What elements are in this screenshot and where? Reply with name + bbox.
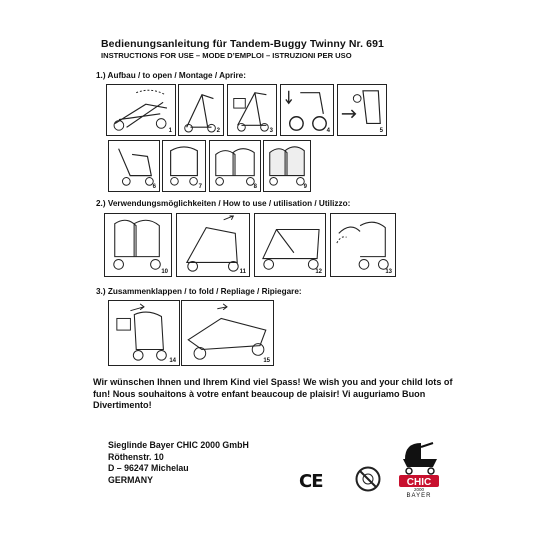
fold-release-illustration bbox=[109, 301, 179, 365]
twin-seat-illustration bbox=[105, 214, 171, 276]
step-number: 10 bbox=[161, 269, 168, 275]
folded-flat-illustration bbox=[182, 301, 273, 365]
step-panel-10 bbox=[104, 213, 172, 277]
section-heading-open: 1.) Aufbau / to open / Montage / Aprire: bbox=[96, 71, 246, 80]
not-suitable-under-3-icon bbox=[355, 466, 381, 492]
step-panel-5 bbox=[337, 84, 387, 136]
step-panel-14 bbox=[108, 300, 180, 366]
step-panel-12 bbox=[254, 213, 326, 277]
country: GERMANY bbox=[108, 474, 153, 485]
step-number: 9 bbox=[303, 184, 307, 190]
step-panel-3 bbox=[227, 84, 277, 136]
step-number: 11 bbox=[239, 269, 246, 275]
step-panel-9 bbox=[263, 140, 311, 192]
step-number: 14 bbox=[169, 358, 176, 364]
step-number: 5 bbox=[379, 128, 383, 134]
page-subtitle: INSTRUCTIONS FOR USE – MODE D’EMPLOI – ISTRUZIONI PER USO bbox=[101, 51, 352, 60]
step-number: 8 bbox=[253, 184, 257, 190]
step-number: 15 bbox=[263, 358, 270, 364]
footrest-illustration bbox=[331, 214, 395, 276]
step-panel-13 bbox=[330, 213, 396, 277]
step-panel-7 bbox=[162, 140, 206, 192]
step-number: 2 bbox=[216, 128, 220, 134]
section-heading-use: 2.) Verwendungsmöglichkeiten / How to use / utilisation / Utilizzo: bbox=[96, 199, 351, 208]
street: Röthenstr. 10 bbox=[108, 451, 164, 462]
step-number: 13 bbox=[385, 269, 392, 275]
ce-mark: CE bbox=[299, 471, 323, 492]
step-number: 12 bbox=[315, 269, 322, 275]
buggy-seat-illustration bbox=[109, 141, 159, 191]
step-number: 7 bbox=[198, 184, 202, 190]
svg-text:BAYER: BAYER bbox=[406, 493, 432, 499]
step-number: 4 bbox=[326, 128, 330, 134]
svg-text:CHIC: CHIC bbox=[406, 477, 432, 488]
folded-buggy-illustration bbox=[107, 85, 175, 135]
step-panel-4 bbox=[280, 84, 334, 136]
step-number: 6 bbox=[152, 184, 156, 190]
step-number: 3 bbox=[269, 128, 273, 134]
svg-text:2000: 2000 bbox=[413, 487, 425, 492]
step-panel-11 bbox=[176, 213, 250, 277]
section-heading-fold: 3.) Zusammenklappen / to fold / Repliage / Ripiegare: bbox=[96, 287, 302, 296]
step-panel-1 bbox=[106, 84, 176, 136]
company-name: Sieglinde Bayer CHIC 2000 GmbH bbox=[108, 440, 249, 450]
twin-canopy-illustration bbox=[210, 141, 260, 191]
city: D – 96247 Michelau bbox=[108, 463, 189, 474]
step-panel-2 bbox=[178, 84, 224, 136]
step-number: 1 bbox=[168, 128, 172, 134]
step-panel-15 bbox=[181, 300, 274, 366]
chic-bayer-logo bbox=[395, 437, 443, 499]
step-panel-8 bbox=[209, 140, 261, 192]
step-panel-6 bbox=[108, 140, 160, 192]
closing-message: Wir wünschen Ihnen und Ihrem Kind viel Spass! We wish you and your child lots of fun! Nous souhaitons à votre enfant beaucoup de plaisir! Vi auguriamo Buon Divertimento! bbox=[93, 377, 453, 410]
recline-illustration bbox=[177, 214, 249, 276]
page-title: Bedienungsanleitung für Tandem-Buggy Twinny Nr. 691 bbox=[101, 38, 384, 50]
company-address bbox=[108, 440, 249, 486]
backrest-illustration bbox=[255, 214, 325, 276]
wheel-attach-illustration bbox=[281, 85, 333, 135]
